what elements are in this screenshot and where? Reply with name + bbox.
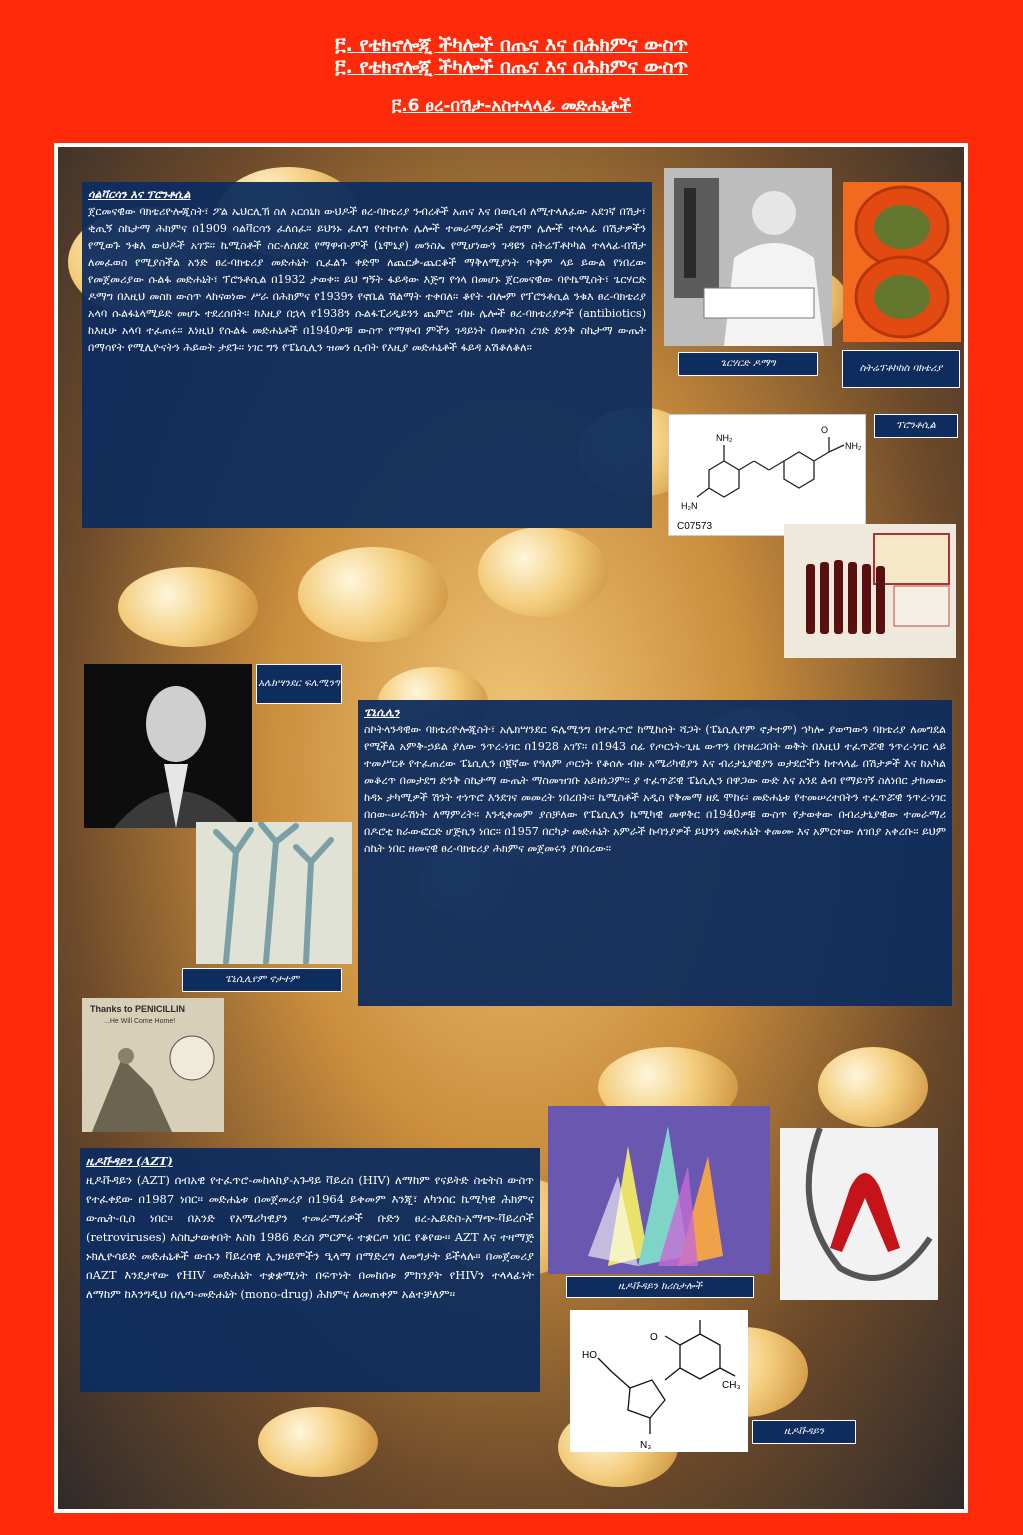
- section-subtitle: ፫.6 ፀረ-በሽታ-አስተላላፊ መድሐኒቶች: [391, 96, 632, 116]
- penicillium-notatum-image: [196, 822, 352, 964]
- prontosil-vials-photo: [784, 524, 956, 658]
- sulfa-heading: ሳልቫርሳን እና ፕሮንቶሲል: [88, 188, 191, 201]
- page-title-repeat: ፫. የቴክኖሎጂ ችካሎች በጤና እና በሕክምና ውስጥ: [334, 56, 689, 78]
- fleming-caption: አሌክሣንደር ፍሌሚንግ: [256, 664, 342, 704]
- ho-label: HO: [582, 1350, 597, 1361]
- azt-panel: [80, 1148, 540, 1392]
- h2n-label: H₂N: [681, 501, 698, 511]
- sulfa-drugs-panel: [82, 182, 652, 528]
- gerhard-domagk-photo: [664, 168, 832, 346]
- domagk-caption: ጌርሃርድ ዶማግ: [678, 352, 818, 376]
- aids-ribbon-stethoscope-photo: [780, 1128, 938, 1300]
- penicillin-panel: [358, 700, 952, 1006]
- nh2-label: NH₂: [716, 433, 733, 443]
- zidovudine-crystals-image: [548, 1106, 770, 1274]
- page-title: ፫. የቴክኖሎጂ ችካሎች በጤና እና በሕክምና ውስጥ: [334, 34, 689, 56]
- zidovudine-caption: ዚዶቩዳይን: [752, 1420, 856, 1444]
- penicillin-war-poster: [82, 998, 224, 1132]
- azt-body: ዚዶቩዳይን (AZT) ሰብአዊ የተፈጥሮ-መከላከያ-አጉዳይ ቫይረስ (HIV) ለማከም የናይትድ ስቴትስ ውስጥ የተፈቀደው በ1987 ነበር፡፡ መድሐኒቱ በመጀመሪያ በ1964 ይቀመም እንጂ፣ ለካንሰር ኬሚካዊ ሕክምና ውጤት-ቢስ ነበር፡፡ በአንድ የአሜሪካዊያን ተመራማሪዎች ቡድን ፀረ-ኤይድስ-አማጭ-ቫይረሶች (retroviruses) እስኪታወቀበት እስከ 1986 ድረስ ምርምሩ ተቋርጦ ነበር የቆየው፡፡ AZT እና ተዛማጅ ኑክሊዮሳይድ መድሐኒቶች ውሱን ቫይረሳዊ ኢንዛይሞችን ዒላማ በማድረግ ለመግታት ይችላሉ፡፡ በመጀመሪያ በAZT እንደታየው የHIV መድሐኒት ተቋቋሚነት በፍጥነት በመከሰቱ ምክንያት የHIVን ተላላፊነት ለማከም ከእንግዲህ በሌጣ-መድሐኒት (mono-drug) ሕክምና ለመጠቀም አልተቻለም፡፡: [86, 1173, 534, 1301]
- azt-heading: ዚዶቩዳይን (AZT): [86, 1154, 173, 1168]
- azt-crystals-caption: ዚዶቩዳይን ክሪስታሎች: [566, 1276, 754, 1298]
- alexander-fleming-photo: [84, 664, 252, 828]
- penicillin-heading: ፔኒሲሊን: [364, 706, 400, 719]
- streptococcus-photo: [843, 182, 961, 342]
- n3-label: N₃: [640, 1440, 652, 1451]
- poster-line1: Thanks to PENICILLIN: [90, 1004, 186, 1014]
- ch3-label: CH₃: [722, 1380, 741, 1391]
- prontosil-caption: ፕሮንቶሲል: [874, 414, 958, 438]
- penicillin-body: ስኮትላንዳዊው ባክቴሪዮሎጂስት፣ አሌክሣንደር ፍሌሚንግ በተፈጥሮ ከሚከሰት ሻጋት (ፔኒሲሊየም ኖታተም) ኀካሎ ያወጣውን ባክቴሪያ ለመግደል የሚችል አምቅ-ኃይል ያለው ንጥረ-ነገር በ1928 አገኘ፡፡ በ1943 ሰፊ የጦርነት-ጊዜ ውጥን በተዘረጋበት ወቅት በእዚህ ተፈጥሯዊ ንጥረ-ነገር ላይ ተመሥርቶ የተፈጠረው ፔኒሲሊን በ፪ኛው የዓለም ጦርነት የቆሰሉ ብዙ አሜሪካዊያን እና ብሪታኒያዊያን ወታደሮችን ከተላላፊ በሽታዎች እና ከአካል መቆረጥ በመታደግ ድንቅ ስኬታማ ውጤት ማስመዝገቡ አይዘነጋም፡፡ ያ ተፈጥሯዊ ፔኒሲሊን በዋጋው ውድ እና አንደ ልብ የማይገኝ ስለነበር ታክመው ከዳኑ ታካሚዎች ሽንት ተነጥሮ እንደገና መመረት ነበረበት፡፡ ኬሚስቶች አዲስ የቅመማ ዘዴ ሞከሩ፡ መድሐኒቱ የተመሠረተበትን ተፈጥሯዊ ንጥረ-ነገር በሰው-ሠራሽነት ለማምረት፡፡ እንዲቀመም ያስቻለው የፔኒሲሊን ኬሚካዊ መዋቅር በ1940ዎቹ ውስጥ የታወቀው በብሪታኒያዊው ተመራማሪ በዶሮቲ ክራውፎርድ ሆጅኪን ነበር፡፡ በ1957 በርካታ መድሐኒት አምራች ኩባንያዎች ይህንን መድሐኒት ቀመሙ እና አምርተው ለገበያ አቀረቡ፡፡ ይህም ስኬት ነበር ዘመናዊ ፀረ-ባክቴሪያ ሕክምና መጀመሩን ያበሰረው፡፡: [364, 723, 946, 855]
- o-label-top: O: [821, 425, 829, 435]
- zidovudine-structure-diagram: [570, 1310, 748, 1452]
- nh2-sulfonamide-label: NH₂: [845, 441, 862, 451]
- poster-line2: ...He Will Come Home!: [104, 1018, 176, 1025]
- o-label-ring: O: [650, 1332, 658, 1343]
- prontosil-structure-diagram: [668, 414, 866, 536]
- penicillium-caption: ፔኒሲሊየም ኖታተም: [182, 968, 342, 992]
- compound-id: C07573: [677, 521, 713, 532]
- sulfa-body: ጀርመናዊው ባክቴሪዮሎጂስት፣ ፖል ኤህርሊኽ ስለ አርሰኒክ ውህዶች ፀረ-ባክቴሪያ ንብረቶች አጠና እና በወሲብ ለሚተላለፈው አደገኛ በሽታ፣ ቂጢኝ ስኬታማ ሕክምና በ1909 ሳልቫርሳን ፈለሰፈ፡፡ ይህንኑ ፈለግ የተከተሉ ሌሎች ተመራማሪዎች ደግሞ ሌሎች ተላላፊ በሽታዎችን የሚወጉ ንቁእ ውህዶች አገኙ፡፡ ኬሚስቶች ስር-ለሰደደ የማዋብ-ምች (ኒሞኒያ) መንስኤ የሚሆነውን ገዳዩን ስትሬፕቶኮካል ተላላፊ-በሽታ ለመፈወስ የሚያስችል አንድ ፀረ-ባክቴሪያ መድሐኒት ሲፈልጉ ቀድሞ ለጨርቃ-ጨርቆች ማቅለሚያነት ጥቅም ላይ ይውል የነበረው የመጀመሪያው ሱልፋ መድሐኒት፣ ፕሮንቶሲል በ1932 ታወቀ፡፡ ይህ ግኝት ፋይዳው እጅግ የጎላ በመሆኑ ጀርመናዊው ባዮኬሚስት፣ ጌርሃርድ ዶማግ በእዚህ መስክ ውስጥ ላከናወነው ሥራ በሕክምና የ1939ን የኖቤል ሽልማት ተቀበለ፡፡ ቆየት ብሎም የፕሮንቶሲል ንቁእ ፀረ-ባክቴሪያ አላባ ሱልፋኒላሚይድ መሆኑ ተደረሰበት፡፡ ከእዚያ በኋላ የ1938ን ሱልፋፒሪዲይንን ጨምሮ ብዙ ሌሎች ፀረ-ባክቴሪያዎች (antibiotics) ከእዚሁ አላባ ተፈጠሩ፡፡ እነዚህ የሱልፋ መድሐኒቶች በ1940ዎቹ ውስጥ የማዋብ ምችን ገዳይነት በመቀነስ ረገድ ድንቅ ስኬታማ ውጤት በማሳየት የሚሊዮናትን ሕይወት ታደጉ፡፡ ነገር ግን የፔኒሲሊን ዝመን ሲብት የእዚያ መድሐኒቶች ፋይዳ አሽቆለቆለ፡፡: [88, 205, 646, 354]
- streptococcus-caption: ስትሬፕቶኮከስ ባክቴሪያ: [842, 350, 960, 388]
